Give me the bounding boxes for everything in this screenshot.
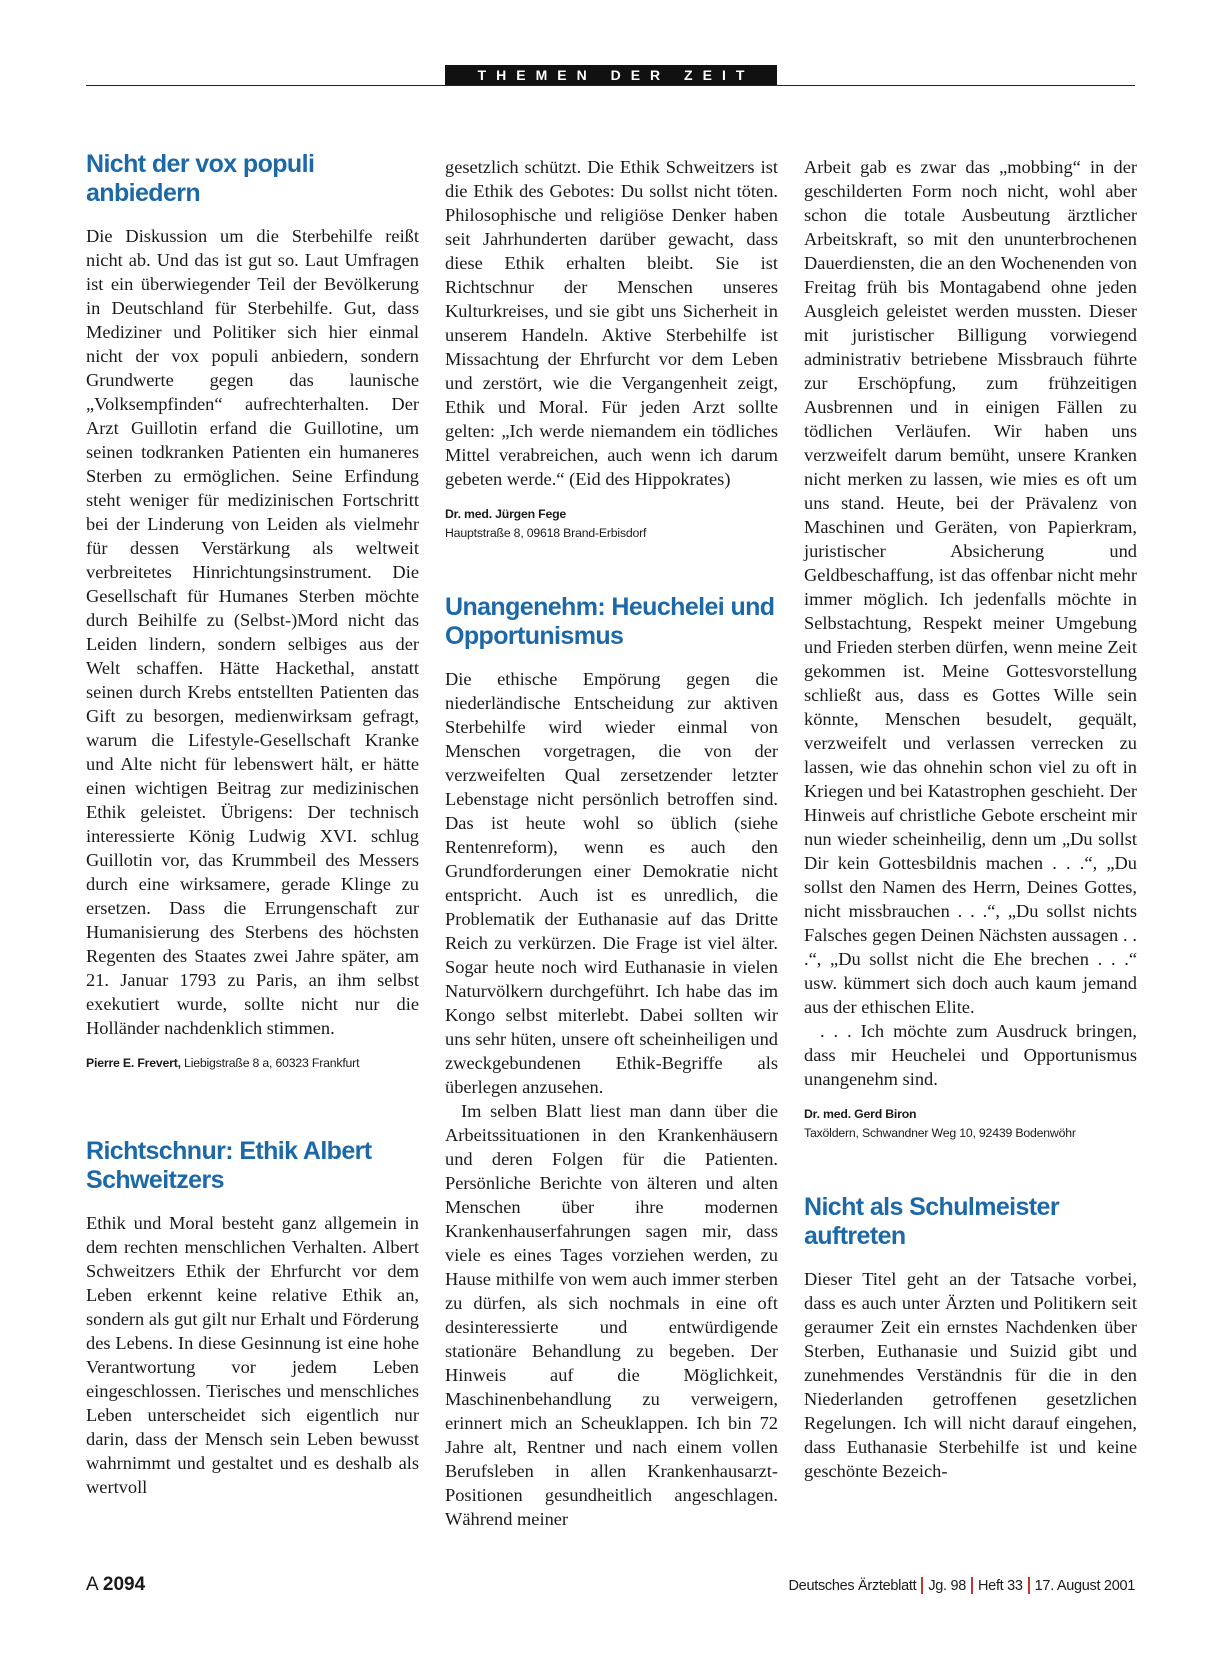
journal-issue: Heft 33 xyxy=(978,1577,1023,1594)
letter-paragraph: Im selben Blatt liest man dann über die Arbeitssituationen in den Krankenhäusern und deren Folgen für die Patienten. Persönliche Berichte von älteren und alten Menschen über ihre modernen Krankenhauserfahrungen sagen mir, dass viele es eines Tages vorziehen werden, zu Hause mithilfe von wem auch immer sterben zu dürfen, als sich nochmals in eine oft desinteressierte und entwürdigende stationäre Behandlung zu begeben. Der Hinweis auf die Möglichkeit, Maschinenbehandlung zu verweigern, erinnert mich an Scheuklappen. Ich bin 72 Jahre alt, Rentner und nach einem vollen Berufsleben in allen Krankenhausarzt-Positionen gesundheitlich angeschlagen. Während meiner xyxy=(445,1101,778,1529)
letter-paragraph: Arbeit gab es zwar das „mobbing“ in der geschilderten Form noch nicht, wohl aber schon die totale Ausbeutung ärztlicher Arbeitskraft, so mit den ununterbrochenen Dauerdiensten, die an den Wochenenden von Freitag früh bis Montagabend ohne jeden Ausgleich geleistet werden mussten. Dieser mit juristischer Billigung vorwiegend administrativ betriebene Missbrauch führte zur Erschöpfung, zum frühzeitigen Ausbrennen und in einigen Fällen zu tödlichen Verläufen. Wir haben uns verzweifelt darum bemüht, unsere Kranken nicht merken zu lassen, wie mies es oft um uns stand. Heute, bei der Prävalenz von Maschinen und Geräten, von Papierkram, juristischer Absicherung und Geldbeschaffung, ist das offenbar nicht mehr immer möglich. Ich jedenfalls möchte in Selbstachtung, Respekt meiner Umgebung und Frieden sterben dürfen, wenn meine Zeit gekommen ist. Meine Gottesvorstellung schließt aus, dass es Gottes Wille sein könnte, Menschen besudelt, gequält, verzweifelt und verlassen verrecken zu lassen, wie das ohnehin schon viel zu oft in Kriegen und bei Katastrophen geschieht. Der Hinweis auf christliche Gebote erscheint mir nun wieder scheinheilig, denn um „Du sollst Dir kein Gottesbildnis machen . . .“, „Du sollst den Namen des Herrn, Deines Gottes, nicht missbrauchen . . .“, „Du sollst nichts Falsches gegen Deinen Nächsten aussagen . . .“, „Du sollst nicht die Ehe brechen . . .“ usw. kümmert sich doch auch kaum jemand aus der ethischen Elite. xyxy=(804,157,1137,1017)
journal-name: Deutsches Ärzteblatt xyxy=(788,1577,917,1594)
author-address: Liebigstraße 8 a, 60323 Frankfurt xyxy=(180,1056,360,1070)
letter-paragraph: gesetzlich schützt. Die Ethik Schweitzers ist die Ethik des Gebotes: Du sollst nicht töten. Philosophische und religiöse Denker haben seit Jahrhunderten darüber gewacht, dass diese Ethik erhalten bleibt. Sie ist Richtschnur der Menschen unseres Kulturkreises, und sie gibt uns Sicherheit in unserem Handeln. Aktive Sterbehilfe ist Missachtung der Ehrfurcht vor dem Leben und zerstört, wie die Vergangenheit zeigt, Ethik und Moral. Für jeden Arzt sollte gelten: „Ich werde niemandem ein tödliches Mittel verabreichen, auch wenn ich darum gebeten werde.“ (Eid des Hippokrates) xyxy=(445,157,778,489)
letter-paragraph: Dieser Titel geht an der Tatsache vorbei, dass es auch unter Ärzten und Politikern seit geraumer Zeit ein ernstes Nachdenken über Sterben, Euthanasie und Suizid gibt und zunehmendes Verständnis für die in den Niederlanden getroffenen gesetzlichen Regelungen. Ich will nicht darauf eingehen, dass Euthanasie Sterbehilfe ist und keine geschönte Bezeich- xyxy=(804,1269,1137,1481)
separator-bar xyxy=(921,1577,923,1594)
author-address: Hauptstraße 8, 09618 Brand-Erbisdorf xyxy=(445,526,647,540)
letter-signature xyxy=(804,1105,1137,1143)
journal-info xyxy=(789,1577,1135,1594)
letter-title: Unangenehm: Heuchelei und Opportunismus xyxy=(445,593,775,650)
page-number xyxy=(86,1574,145,1596)
letter-signature xyxy=(86,1054,419,1073)
journal-date: 17. August 2001 xyxy=(1034,1577,1135,1594)
letter-paragraph: Die Diskussion um die Sterbehilfe reißt nicht ab. Und das ist gut so. Laut Umfragen ist ein überwiegender Teil der Bevölkerung in Deutschland für Sterbehilfe. Gut, dass Mediziner und Politiker sich hier einmal nicht der vox populi anbiedern, sondern Grundwerte gegen das launische „Volksempfinden“ aufrechterhalten. Der Arzt Guillotin erfand die Guillotine, um seinen todkranken Patienten ein humaneres Sterben zu ermöglichen. Seine Erfindung steht weniger für medizinischen Fortschritt bei der Linderung von Leiden als vielmehr für dessen Verstärkung als weltweit verbreitetes Hinrichtungsinstrument. Die Gesellschaft für Humanes Sterben möchte durch Beihilfe zu (Selbst-)Mord nicht das Leiden lindern, sondern selbiges aus der Welt schaffen. Hätte Hackethal, anstatt seinen durch Krebs entstellten Patienten das Gift zu besorgen, medienwirksam gefragt, warum die Lifestyle-Gesellschaft Kranke und Alte nicht für lebenswert hält, er hätte einen wichtigen Beitrag zur medizinischen Ethik geleistet. Übrigens: Der technisch interessierte König Ludwig XVI. schlug Guillotin vor, das Krummbeil des Messers durch eine wirksamere, gerade Klinge zu ersetzen. Dass die Errungenschaft zur Humanisierung des Sterbens des höchsten Regenten des Staates zwei Jahre später, am 21. Januar 1793 zu Paris, an ihm selbst exekutiert wurde, sollte nicht nur die Holländer nachdenklich stimmen. xyxy=(86,226,419,1038)
separator-bar xyxy=(971,1577,973,1594)
letter-paragraph: . . . Ich möchte zum Ausdruck bringen, dass mir Heuchelei und Opportunismus unangenehm sind. xyxy=(804,1021,1137,1089)
column-3 xyxy=(804,155,1137,1483)
letter-title: Richtschnur: Ethik Albert Schweitzers xyxy=(86,1137,372,1194)
column-2 xyxy=(445,155,778,1531)
author-name: Dr. med. Gerd Biron xyxy=(804,1107,917,1121)
letter-paragraph: Die ethische Empörung gegen die niederländische Entscheidung zur aktiven Sterbehilfe wird wieder einmal von Menschen vorgetragen, die von der verzweifelten Qual zersetzender letzter Lebenstage nicht persönlich betroffen sind. Das ist heute wohl so üblich (siehe Rentenreform), wenn es auch den Grundforderungen einer Demokratie nicht entspricht. Auch ist es unredlich, die Problematik der Euthanasie auf das Dritte Reich zu verkürzen. Die Frage ist viel älter. Sogar heute noch wird Euthanasie in vielen Naturvölkern durchgeführt. Ich habe das im Kongo selbst miterlebt. Dabei sollten wir uns sehr hüten, unsere oft scheinheiligen und zweckgebundenen Ethik-Begriffe als überlegen anzusehen. xyxy=(445,669,778,1097)
author-address: Taxöldern, Schwandner Weg 10, 92439 Bodenwöhr xyxy=(804,1126,1076,1140)
letter-title: Nicht als Schulmeister auftreten xyxy=(804,1193,1059,1250)
author-name: Pierre E. Frevert, xyxy=(86,1056,181,1070)
journal-volume: Jg. 98 xyxy=(928,1577,967,1594)
letter-signature xyxy=(445,505,778,543)
letter-title: Nicht der vox populi anbiedern xyxy=(86,150,315,207)
letter-paragraph: Ethik und Moral besteht ganz allgemein in dem rechten menschlichen Verhalten. Albert Schweitzers Ethik der Ehrfurcht vor dem Leben erkennt keine relative Ethik an, sondern als gut gilt nur Erhalt und Förderung des Lebens. In diese Gesinnung ist eine hohe Verantwortung vor jedem Leben eingeschlossen. Tierisches und menschliches Leben unterscheidet sich eigentlich nur darin, dass der Mensch sein Leben bewusst wahrnimmt und gestaltet und es deshalb als wertvoll xyxy=(86,1213,419,1497)
page-number-value: 2094 xyxy=(102,1574,146,1595)
section-tag: THEMEN DER ZEIT xyxy=(445,65,777,85)
separator-bar xyxy=(1028,1577,1030,1594)
header-rule xyxy=(86,85,1135,86)
author-name: Dr. med. Jürgen Fege xyxy=(445,507,567,521)
column-1 xyxy=(86,150,419,1499)
page-prefix: A xyxy=(86,1574,98,1595)
